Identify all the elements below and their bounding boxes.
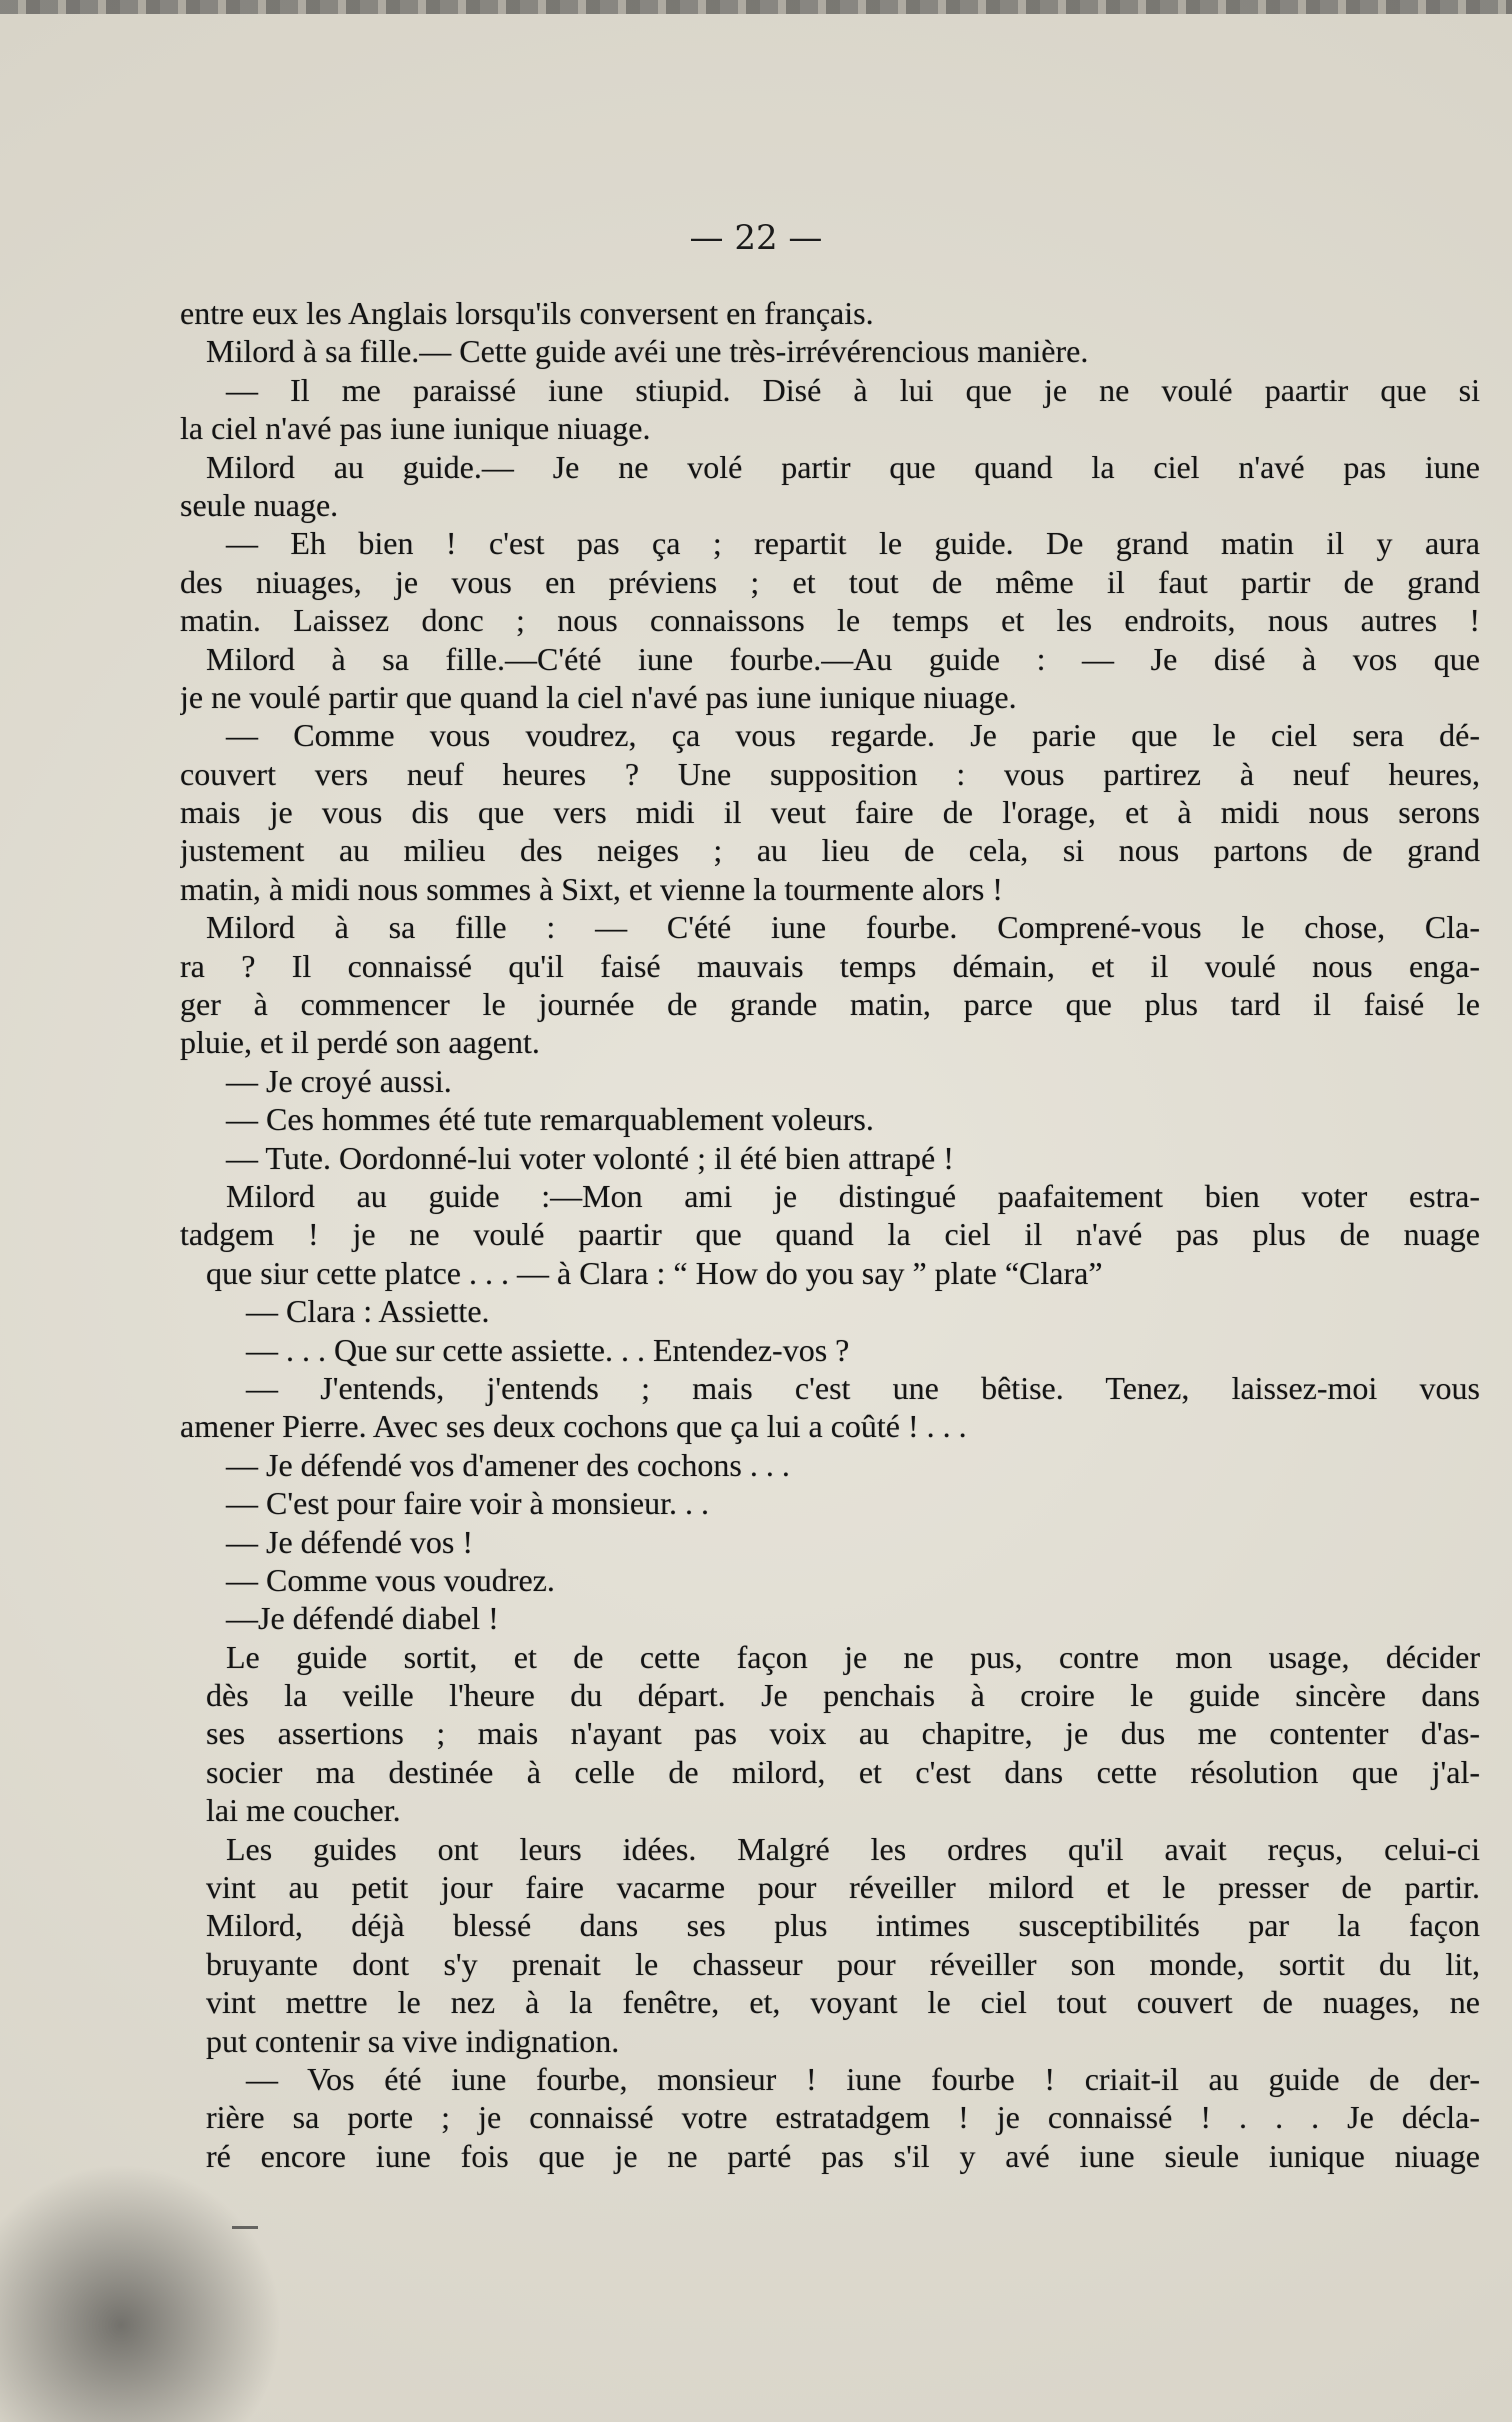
text-line: mais je vous dis que vers midi il veut faire de l'orage, et à midi nous serons xyxy=(180,794,1480,831)
text-line: Le guide sortit, et de cette façon je ne pus, contre mon usage, décider xyxy=(226,1638,1480,1675)
text-line: vint au petit jour faire vacarme pour réveiller milord et le presser de partir. xyxy=(206,1869,1480,1906)
text-line: — Clara : Assiette. xyxy=(246,1293,490,1330)
text-line: — J'entends, j'entends ; mais c'est une bêtise. Tenez, laissez-moi vous xyxy=(246,1369,1480,1406)
text-line: Milord au guide.— Je ne volé partir que quand la ciel n'avé pas iune xyxy=(206,448,1480,485)
text-line: dès la veille l'heure du départ. Je penchais à croire le guide sincère dans xyxy=(206,1677,1480,1714)
text-line: pluie, et il perdé son aagent. xyxy=(180,1024,540,1061)
text-line: —Je défendé diabel ! xyxy=(226,1600,499,1637)
text-line: matin, à midi nous sommes à Sixt, et vienne la tourmente alors ! xyxy=(180,870,1003,907)
text-line: ra ? Il connaissé qu'il faisé mauvais temps démain, et il voulé nous enga- xyxy=(180,947,1480,984)
text-line: — Vos été iune fourbe, monsieur ! iune fourbe ! criait-il au guide de der- xyxy=(246,2060,1480,2097)
text-line: — Comme vous voudrez, ça vous regarde. Je parie que le ciel sera dé- xyxy=(226,717,1480,754)
text-line: — . . . Que sur cette assiette. . . Entendez-vos ? xyxy=(246,1331,850,1368)
text-line: Milord à sa fille : — C'été iune fourbe. Comprené-vous le chose, Cla- xyxy=(206,909,1480,946)
text-line: des niuages, je vous en préviens ; et tout de même il faut partir de grand xyxy=(180,563,1480,600)
text-line: Les guides ont leurs idées. Malgré les ordres qu'il avait reçus, celui-ci xyxy=(226,1830,1480,1867)
torn-top-edge xyxy=(0,0,1512,14)
text-line: — C'est pour faire voir à monsieur. . . xyxy=(226,1485,709,1522)
text-line: entre eux les Anglais lorsqu'ils conversent en français. xyxy=(180,295,874,331)
text-line: lai me coucher. xyxy=(206,1792,401,1829)
text-line: vint mettre le nez à la fenêtre, et, voyant le ciel tout couvert de nuages, ne xyxy=(206,1984,1480,2021)
text-line: ses assertions ; mais n'ayant pas voix au chapitre, je dus me contenter d'as- xyxy=(206,1715,1480,1752)
text-line: — Tute. Oordonné-lui voter volonté ; il été bien attrapé ! xyxy=(226,1139,954,1176)
text-line: Milord, déjà blessé dans ses plus intimes susceptibilités par la façon xyxy=(206,1907,1480,1944)
text-line: Milord au guide :—Mon ami je distingué paafaitement bien voter estra- xyxy=(226,1177,1480,1214)
text-line: matin. Laissez donc ; nous connaissons le temps et les endroits, nous autres ! xyxy=(180,602,1480,639)
text-line: socier ma destinée à celle de milord, et c'est dans cette résolution que j'al- xyxy=(206,1753,1480,1790)
text-line: — Je défendé vos ! xyxy=(226,1523,474,1560)
text-line: — Comme vous voudrez. xyxy=(226,1561,555,1598)
text-line: seule nuage. xyxy=(180,486,339,523)
body-text xyxy=(180,294,1480,2175)
text-line: — Il me paraissé iune stiupid. Disé à lui que je ne voulé paartir que si xyxy=(226,371,1480,408)
text-line: — Je croyé aussi. xyxy=(226,1062,452,1099)
text-line: ré encore iune fois que je ne parté pas s'il y avé iune sieule iunique niuage xyxy=(206,2137,1480,2174)
text-line: tadgem ! je ne voulé paartir que quand la ciel il n'avé pas plus de nuage xyxy=(180,1216,1480,1253)
text-line: justement au milieu des neiges ; au lieu de cela, si nous partons de grand xyxy=(180,832,1480,869)
text-line: Milord à sa fille.—C'été iune fourbe.—Au guide : — Je disé à vos que xyxy=(206,640,1480,677)
text-line: Milord à sa fille.— Cette guide avéi une très-irrévérencious manière. xyxy=(206,333,1089,370)
page-number: — 22 — xyxy=(689,218,823,258)
text-line: — Eh bien ! c'est pas ça ; repartit le guide. De grand matin il y aura xyxy=(226,525,1480,562)
text-line: bruyante dont s'y prenait le chasseur pour réveiller son monde, sortit du lit, xyxy=(206,1945,1480,1982)
text-line: amener Pierre. Avec ses deux cochons que ça lui a coûté ! . . . xyxy=(180,1408,967,1445)
text-line: couvert vers neuf heures ? Une supposition : vous partirez à neuf heures, xyxy=(180,755,1480,792)
text-line: je ne voulé partir que quand la ciel n'avé pas iune iunique niuage. xyxy=(180,678,1017,715)
text-line: — Je défendé vos d'amener des cochons . . . xyxy=(226,1446,790,1483)
text-line: la ciel n'avé pas iune iunique niuage. xyxy=(180,410,651,447)
text-line: rière sa porte ; je connaissé votre estratadgem ! je connaissé ! . . . Je décla- xyxy=(206,2099,1480,2136)
text-line: put contenir sa vive indignation. xyxy=(206,2022,620,2059)
stray-ink-mark xyxy=(232,2226,258,2229)
text-line: — Ces hommes été tute remarquablement voleurs. xyxy=(226,1101,874,1138)
text-line: que siur cette platce . . . — à Clara : “ How do you say ” plate “Clara” xyxy=(206,1254,1103,1291)
text-line: ger à commencer le journée de grande matin, parce que plus tard il faisé le xyxy=(180,986,1480,1023)
